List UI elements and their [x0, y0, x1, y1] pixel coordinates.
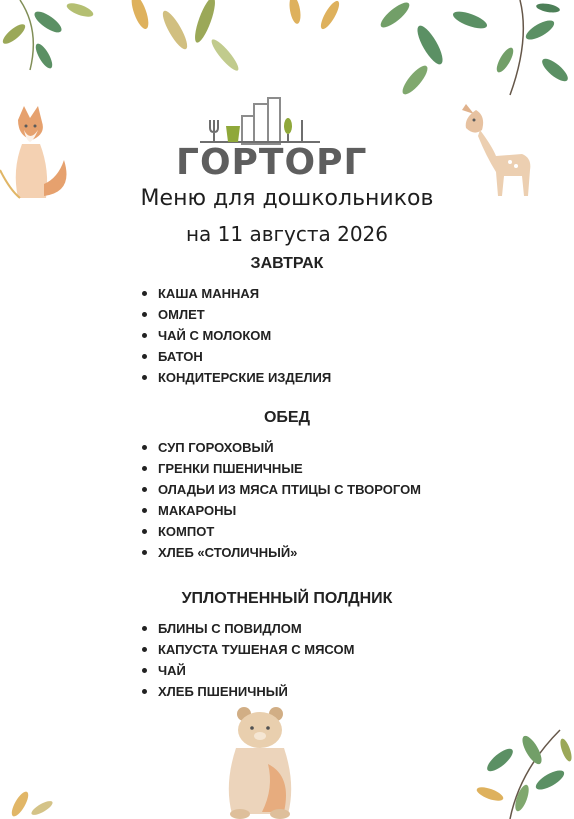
leaves-bottom-right-decoration — [470, 720, 574, 819]
afternoon-snack-list — [140, 618, 354, 702]
list-item: КОМПОТ — [140, 521, 421, 542]
page-title: Меню для дошкольников — [140, 186, 434, 211]
list-item: ОМЛЕТ — [140, 304, 331, 325]
section-title-lunch: ОБЕД — [263, 409, 310, 426]
list-item: ОЛАДЬИ ИЗ МЯСА ПТИЦЫ С ТВОРОГОМ — [140, 479, 421, 500]
section-title-afternoon-snack: УПЛОТНЕННЫЙ ПОЛДНИК — [181, 590, 393, 607]
breakfast-list — [140, 283, 331, 388]
menu-date: на 11 августа 2026 — [185, 222, 389, 246]
list-item: СУП ГОРОХОВЫЙ — [140, 437, 421, 458]
list-item: БАТОН — [140, 346, 331, 367]
list-item: КОНДИТЕРСКИЕ ИЗДЕЛИЯ — [140, 367, 331, 388]
list-item: ГРЕНКИ ПШЕНИЧНЫЕ — [140, 458, 421, 479]
list-item: ЧАЙ С МОЛОКОМ — [140, 325, 331, 346]
list-item: КАПУСТА ТУШЕНАЯ С МЯСОМ — [140, 639, 354, 660]
leaves-top-decoration — [0, 0, 574, 110]
bear-illustration — [214, 704, 304, 819]
list-item: МАКАРОНЫ — [140, 500, 421, 521]
lunch-list — [140, 437, 421, 563]
list-item: БЛИНЫ С ПОВИДЛОМ — [140, 618, 354, 639]
list-item: ХЛЕБ ПШЕНИЧНЫЙ — [140, 681, 354, 702]
section-title-breakfast: ЗАВТРАК — [250, 255, 324, 272]
list-item: ЧАЙ — [140, 660, 354, 681]
list-item: ХЛЕБ «СТОЛИЧНЫЙ» — [140, 542, 421, 563]
logo-wordmark: ГОРТОРГ — [176, 142, 368, 183]
list-item: КАША МАННАЯ — [140, 283, 331, 304]
leaves-bottom-left-decoration — [0, 764, 80, 819]
